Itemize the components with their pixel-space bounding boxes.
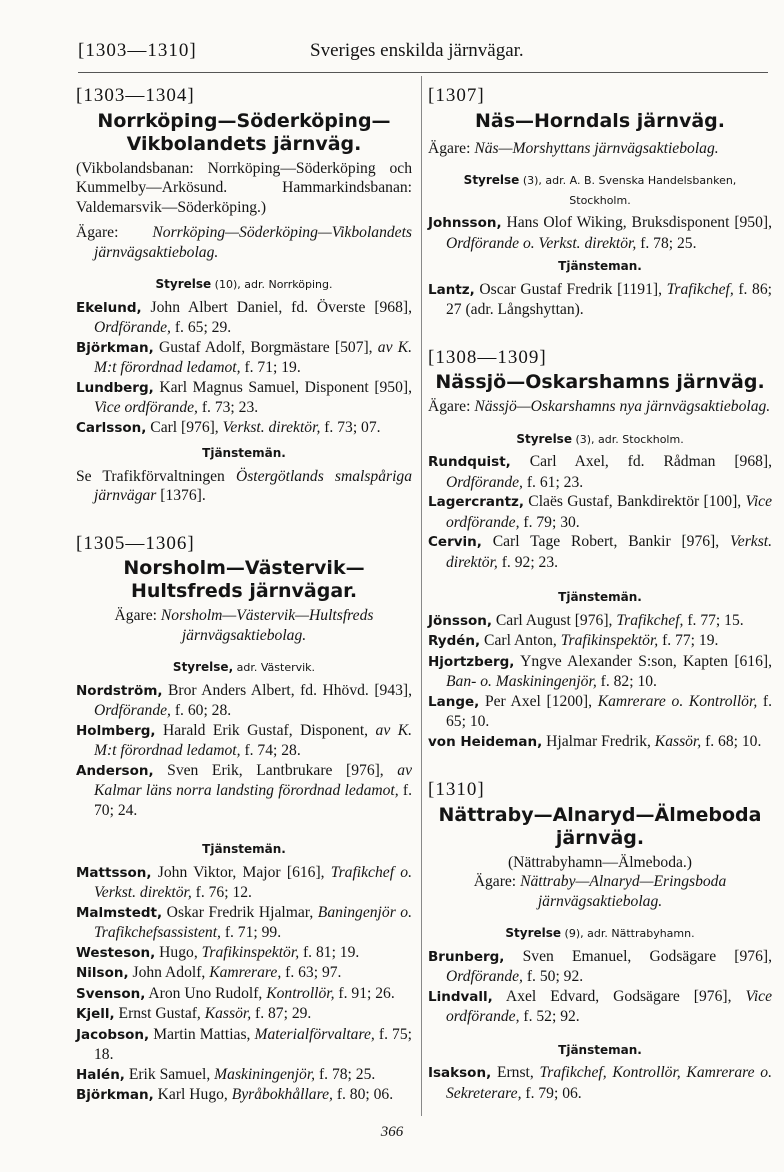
page-number: 366 xyxy=(380,1124,404,1140)
list-item: Björkman, Karl Hugo, Byråbokhållare, f. 80; 06. xyxy=(76,1086,394,1103)
owner-label: Ägare: xyxy=(76,224,119,241)
section-number: [1305—1306] xyxy=(76,532,195,554)
board-label: Styrelse xyxy=(155,277,212,291)
owner-line xyxy=(428,397,772,417)
section-title: Norsholm—Västervik—Hultsfreds järnvägar. xyxy=(123,557,365,602)
board-list xyxy=(428,213,772,253)
list-item: Brunberg, Sven Emanuel, Godsägare [976], Ordförande, f. 50; 92. xyxy=(428,947,772,985)
board-address: (3), adr. A. B. Svenska Handelsbanken, Stockholm. xyxy=(522,174,737,207)
board-list xyxy=(76,298,412,439)
section-number: [1310] xyxy=(428,779,485,800)
board-label: Styrelse xyxy=(516,431,572,446)
board-heading xyxy=(428,171,772,210)
owner-line xyxy=(76,223,412,262)
owner-name: Nättraby—Alnaryd—Eringsboda järnvägsaktiebolag. xyxy=(520,873,727,910)
owner-line xyxy=(428,872,772,911)
owner-name: Nässjö—Oskarshamns nya järnvägsaktiebolag. xyxy=(474,398,771,415)
list-item: Björkman, Gustaf Adolf, Borgmästare [507], av K. M:t förordnad ledamot, f. 71; 19. xyxy=(76,338,412,376)
section-title: Nättraby—Alnaryd—Älmeboda järnväg. xyxy=(438,803,762,849)
owner-line xyxy=(76,606,412,645)
section-title: Norrköping—Söderköping—Vikbolandets järnväg. xyxy=(97,109,391,155)
staff-heading: Tjänstemän. xyxy=(202,446,286,460)
board-address: adr. Västervik. xyxy=(236,661,316,674)
list-item: Lindvall, Axel Edvard, Godsägare [976], Vice ordförande, f. 52; 92. xyxy=(428,987,772,1025)
owner-label: Ägare: xyxy=(114,607,157,624)
section-description: (Nättrabyhamn—Älmeboda.) xyxy=(507,853,693,871)
section-number: [1307] xyxy=(428,85,485,106)
owner-label: Ägare: xyxy=(473,873,517,890)
list-item: Mattsson, John Viktor, Major [616], Trafikchef o. Verkst. direktör, f. 76; 12. xyxy=(76,863,412,901)
board-address: (3), adr. Stockholm. xyxy=(575,432,684,446)
list-item: Westeson, Hugo, Trafikinspektör, f. 81; 19. xyxy=(76,943,360,961)
staff-list xyxy=(428,611,772,753)
list-item: Rundquist, Carl Axel, fd. Rådman [968], Ordförande, f. 61; 23. xyxy=(428,453,772,491)
board-heading xyxy=(76,275,412,295)
staff-heading: Tjänstemän. xyxy=(202,842,286,856)
list-item: Rydén, Carl Anton, Trafikinspektör, f. 77; 19. xyxy=(428,632,719,649)
staff-list xyxy=(428,1063,772,1103)
board-heading xyxy=(428,924,772,944)
board-label: Styrelse, xyxy=(172,660,234,674)
list-item: Isakson, Ernst, Trafikchef, Kontrollör, Kamrerare o. Sekreterare, f. 79; 06. xyxy=(428,1064,772,1102)
owner-name: Näs—Morshyttans järnvägsaktiebolag. xyxy=(474,139,719,157)
staff-heading: Tjänsteman. xyxy=(558,1042,642,1057)
section-number: [1308—1309] xyxy=(428,346,547,368)
list-item: Jönsson, Carl August [976], Trafikchef, f. 77; 15. xyxy=(428,611,744,629)
board-address: (9), adr. Nättrabyhamn. xyxy=(564,927,695,940)
list-item: Lantz, Oscar Gustaf Fredrik [1191], Trafikchef, f. 86; 27 (adr. Långshyttan). xyxy=(428,280,772,318)
staff-note: Se Trafikförvaltningen Östergötlands smalspåriga järnvägar [1376]. xyxy=(76,467,412,504)
board-heading xyxy=(76,658,412,678)
staff-list xyxy=(76,863,412,1106)
list-item: Svenson, Aron Uno Rudolf, Kontrollör, f. 91; 26. xyxy=(76,984,395,1002)
list-item: Malmstedt, Oskar Fredrik Hjalmar, Baningenjör o. Trafikchefsassistent, f. 71; 99. xyxy=(76,903,412,941)
list-item: Lagercrantz, Claës Gustaf, Bankdirektör [100], Vice ordförande, f. 79; 30. xyxy=(428,493,772,531)
board-address: (10), adr. Norrköping. xyxy=(214,278,333,291)
list-item: Kjell, Ernst Gustaf, Kassör, f. 87; 29. xyxy=(76,1005,312,1022)
list-item: Nilson, John Adolf, Kamrerare, f. 63; 97. xyxy=(76,964,342,981)
list-item: Holmberg, Harald Erik Gustaf, Disponent, av K. M:t förordnad ledamot, f. 74; 28. xyxy=(76,721,412,759)
list-item: Lange, Per Axel [1200], Kamrerare o. Kontrollör, f. 65; 10. xyxy=(428,692,772,730)
board-list xyxy=(428,947,772,1027)
board-list xyxy=(76,681,412,821)
board-label: Styrelse xyxy=(463,173,520,187)
header-rule xyxy=(78,72,768,73)
staff-heading: Tjänsteman. xyxy=(558,259,642,273)
staff-heading: Tjänstemän. xyxy=(558,590,642,604)
owner-label: Ägare: xyxy=(428,139,471,157)
running-header xyxy=(78,40,768,64)
list-item: Hjortzberg, Yngve Alexander S:son, Kapten [616], Ban- o. Maskiningenjör, f. 82; 10. xyxy=(428,652,772,690)
list-item: Lundberg, Karl Magnus Samuel, Disponent [950], Vice ordförande, f. 73; 23. xyxy=(76,378,412,416)
section-title: Näs—Horndals järnväg. xyxy=(475,109,725,132)
owner-name: Norrköping—Söderköping—Vikbolandets järnvägsaktiebolag. xyxy=(94,224,412,261)
header-title: Sveriges enskilda järnvägar. xyxy=(310,40,524,61)
list-item: Anderson, Sven Erik, Lantbrukare [976], av Kalmar läns norra landsting förordnad ledamot, f. 70; 24. xyxy=(76,761,413,819)
column-divider xyxy=(421,76,422,1116)
list-item: Carlsson, Carl [976], Verkst. direktör, f. 73; 07. xyxy=(76,418,381,436)
list-item: Nordström, Bror Anders Albert, fd. Hhövd. [943], Ordförande, f. 60; 28. xyxy=(76,681,412,719)
list-item: Halén, Erik Samuel, Maskiningenjör, f. 78; 25. xyxy=(76,1065,376,1083)
list-item: von Heideman, Hjalmar Fredrik, Kassör, f. 68; 10. xyxy=(428,732,762,750)
owner-line xyxy=(428,139,772,159)
header-range: [1303—1310] xyxy=(78,40,197,61)
board-heading xyxy=(428,430,772,450)
section-description: (Vikbolandsbanan: Norrköping—Söderköping och Kummelby—Arkösund. Hammarkindsbanan: Valdemarsvik—Söderköping.) xyxy=(76,159,412,216)
left-column xyxy=(76,84,412,1106)
owner-name: Norsholm—Västervik—Hultsfreds järnvägsaktiebolag. xyxy=(160,607,374,644)
section-number: [1303—1304] xyxy=(76,85,195,106)
list-item: Ekelund, John Albert Daniel, fd. Överste [968], Ordförande, f. 65; 29. xyxy=(76,298,412,336)
owner-label: Ägare: xyxy=(428,398,471,415)
list-item: Cervin, Carl Tage Robert, Bankir [976], Verkst. direktör, f. 92; 23. xyxy=(428,533,772,571)
board-list xyxy=(428,452,772,572)
list-item: Johnsson, Hans Olof Wiking, Bruksdisponent [950], Ordförande o. Verkst. direktör, f. 78; 25. xyxy=(428,214,772,252)
right-column xyxy=(428,84,772,1103)
section-title: Nässjö—Oskarshamns järnväg. xyxy=(435,371,765,393)
list-item: Jacobson, Martin Mattias, Materialförvaltare, f. 75; 18. xyxy=(76,1025,412,1063)
board-label: Styrelse xyxy=(505,926,562,940)
staff-list xyxy=(428,280,772,320)
